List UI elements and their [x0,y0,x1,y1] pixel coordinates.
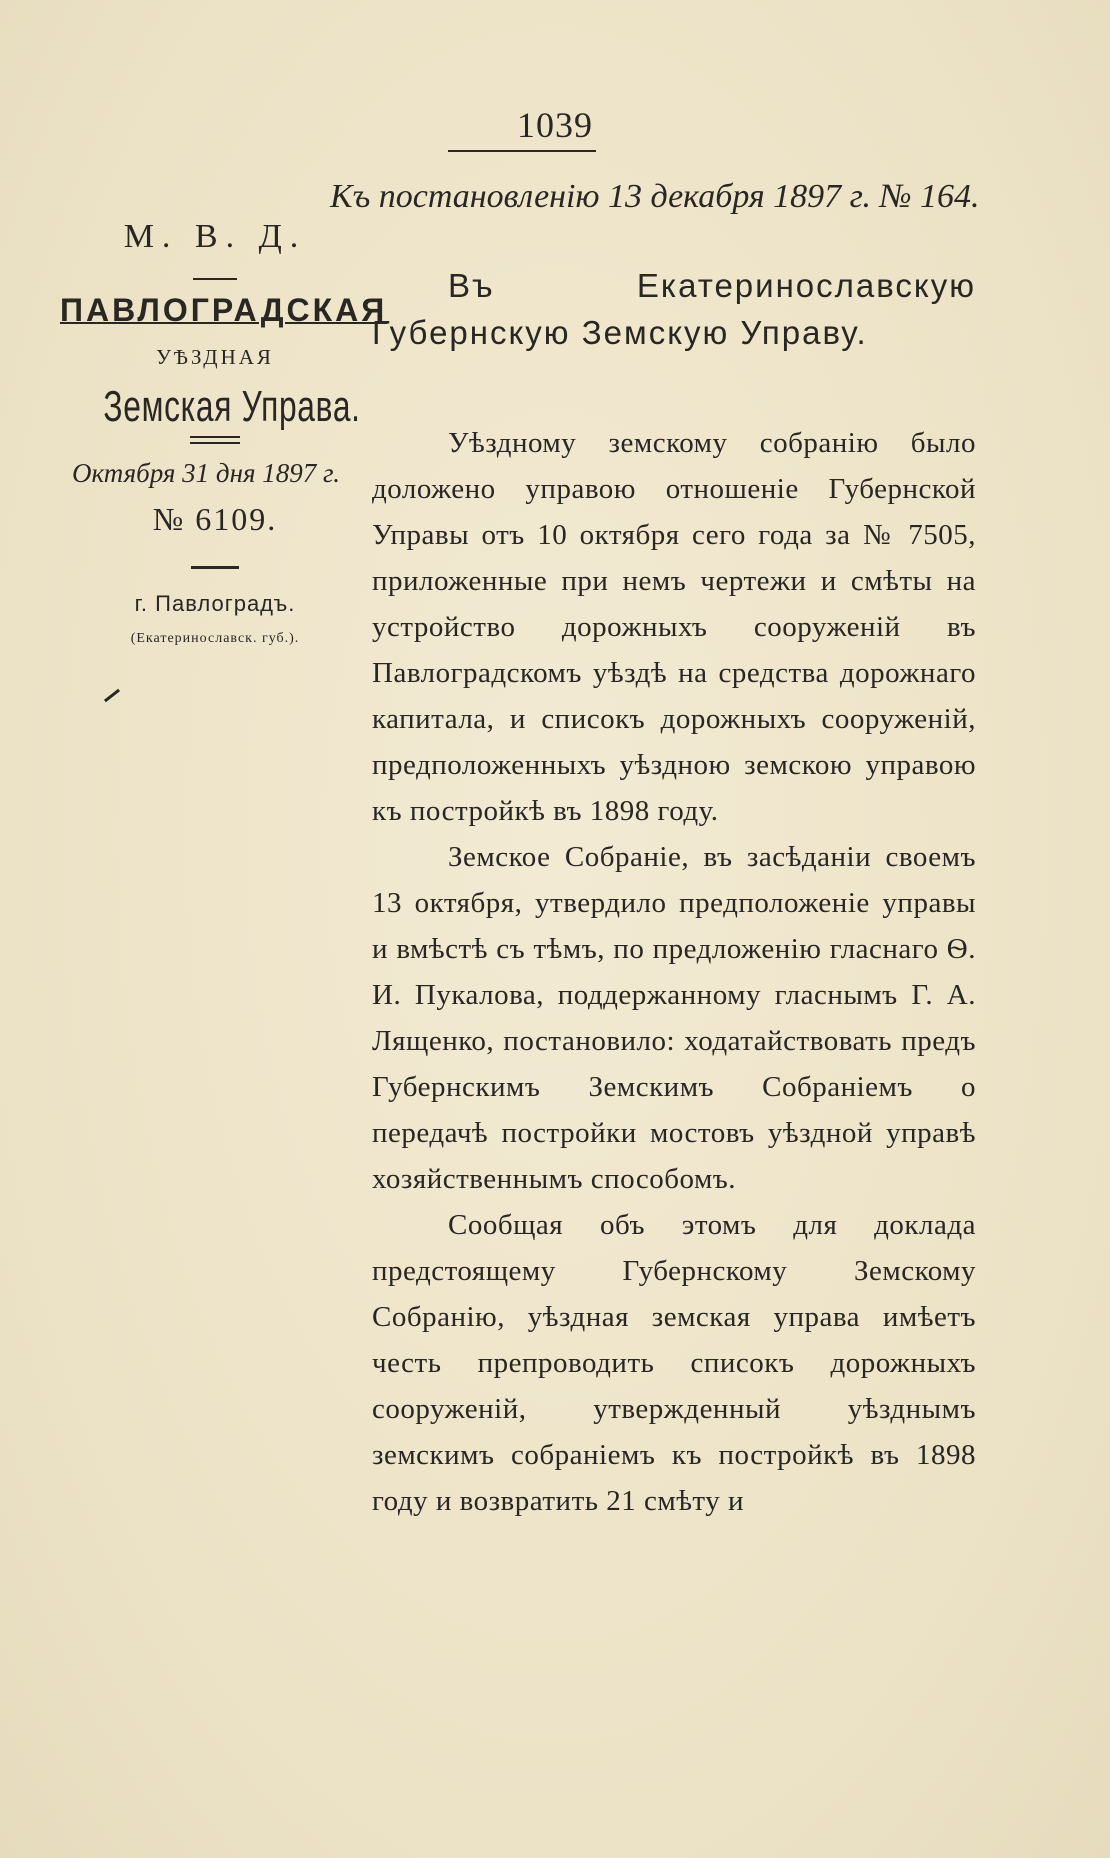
paragraph-2: Земское Собраніе, въ засѣданіи своемъ 13 октября, утвердило предположеніе управы и вмѣстѣ съ тѣмъ, по предложенію гласнаго Ѳ. И. Пукалова, поддержанному гласнымъ Г. А. Лященко, постановило: ходатайствовать предъ Губернскимъ Земскимъ Собраніемъ о передачѣ постройки мостовъ уѣздной управѣ хозяйственнымъ способомъ. [372,841,976,1195]
page-number-rule [448,150,596,152]
ministry-abbrev: М. В. Д. [123,218,307,255]
double-divider [190,436,240,444]
reference-line: Къ постановленію 13 декабря 1897 г. № 164. [330,178,980,215]
page-number: 1039 [517,105,593,145]
addressee [372,262,976,356]
paragraph-3: Сообщая объ этомъ для доклада предстоящему Губернскому Земскому Собранію, уѣздная земская управа имѣетъ честь препроводить списокъ дорожныхъ сооруженій, утвержденный уѣзднымъ земскимъ собраніемъ къ постройкѣ въ 1898 году и возвратить 21 смѣту и [372,1209,976,1517]
district-name: ПАВЛОГРАДСКАЯ [60,292,388,328]
city: г. Павлоградъ. [134,591,296,616]
letter-date: Октября 31 дня 1897 г. [72,458,340,488]
addressee-text: Въ Екатеринославскую Губернскую Земскую Управу. [372,267,976,351]
outgoing-number: № 6109. [152,501,278,537]
divider-thick [191,566,239,569]
ink-mark [104,689,120,702]
province: (Екатеринославск. губ.). [130,631,300,646]
letter-body [372,420,976,1524]
divider [193,278,237,280]
board-title: Земская Управа. [103,382,361,431]
sender-block [60,218,388,647]
uezd-label: УѢЗДНАЯ [156,345,274,369]
paragraph-1: Уѣздному земскому собранію было доложено управою отношеніе Губернской Управы отъ 10 октября сего года за № 7505, приложенные при немъ чертежи и смѣты на устройство дорожныхъ сооруженій въ Павлоградскомъ уѣздѣ на средства дорожнаго капитала, и списокъ дорожныхъ сооруженій, предположенныхъ уѣздною земскою управою къ постройкѣ въ 1898 году. [372,427,976,827]
